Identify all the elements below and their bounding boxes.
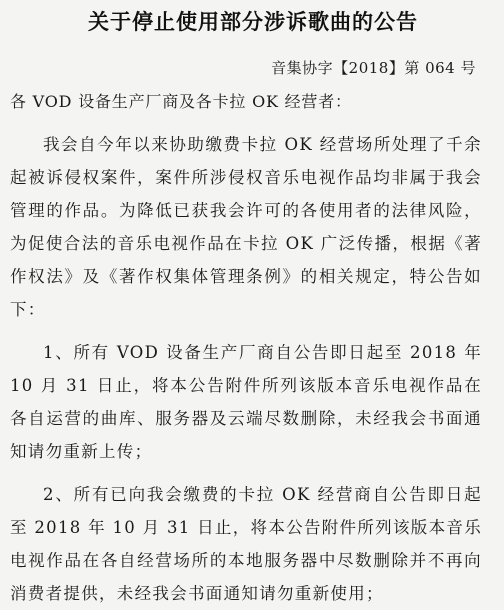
- salutation: 各 VOD 设备生产厂商及各卡拉 OK 经营者：: [10, 92, 352, 111]
- body-paragraph-item-2: 2、所有已向我会缴费的卡拉 OK 经营商自公告即日起至 2018 年 10 月 31 日止，将本公告附件所列该版本音乐电视作品在各自经营场所的本地服务器中尽数删除并不再向消费者提供，未经我会书面通知请勿重新使用；: [10, 485, 482, 603]
- body-paragraph-intro: 我会自今年以来协助缴费卡拉 OK 经营场所处理了千余起被诉侵权案件，案件所涉侵权音乐电视作品均非属于我会管理的作品。为降低已获我会许可的各使用者的法律风险，为促使合法的音乐电视作品在卡拉 OK 广泛传播，根据《著作权法》及《著作权集体管理条例》的相关规定，特公告如下：: [10, 135, 482, 319]
- body-paragraph-item-1: 1、所有 VOD 设备生产厂商自公告即日起至 2018 年 10 月 31 日止，将本公告附件所列该版本音乐电视作品在各自运营的曲库、服务器及云端尽数删除，未经我会书面通知请勿重新上传；: [10, 343, 482, 461]
- document-number: 音集协字【2018】第 064 号: [271, 59, 476, 77]
- document-title: 关于停止使用部分涉诉歌曲的公告: [88, 10, 418, 34]
